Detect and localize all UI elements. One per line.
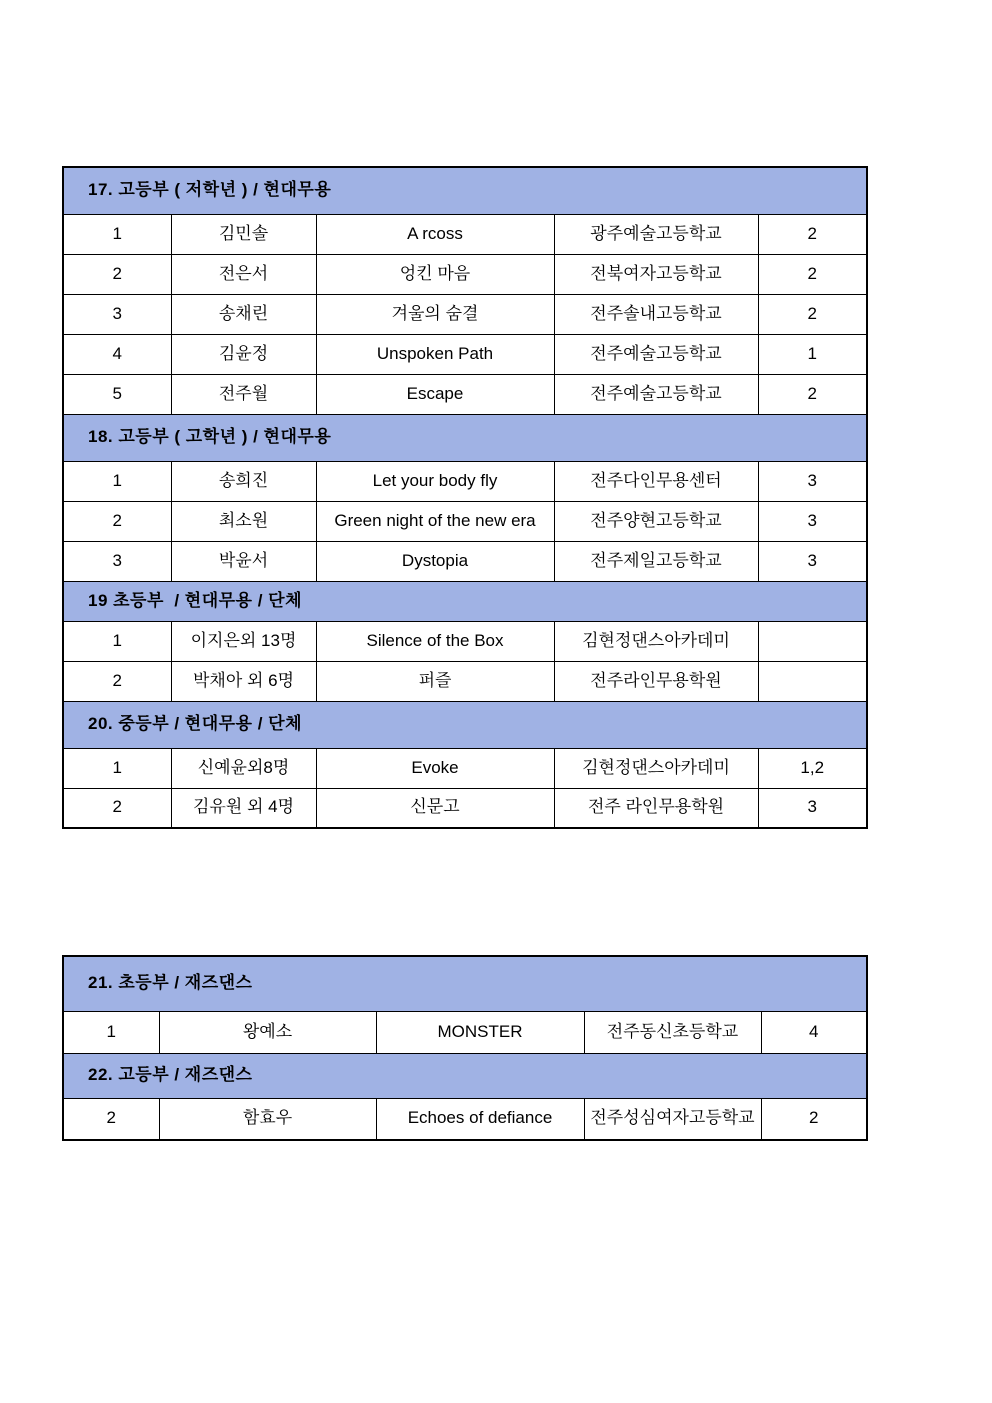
participant-name-cell: 왕예소 xyxy=(159,1011,376,1053)
table-row xyxy=(63,461,867,501)
table-body xyxy=(63,167,867,828)
school-cell: 전주예술고등학교 xyxy=(554,334,758,374)
section-title: 22. 고등부 / 재즈댄스 xyxy=(63,1053,867,1098)
school-cell: 전주라인무용학원 xyxy=(554,661,758,701)
table-row xyxy=(63,788,867,828)
grade-cell xyxy=(758,661,867,701)
table-row xyxy=(63,374,867,414)
grade-cell: 1 xyxy=(758,334,867,374)
table-row xyxy=(63,661,867,701)
section-header-row xyxy=(63,701,867,748)
table-row xyxy=(63,334,867,374)
entry-number-cell: 1 xyxy=(63,214,171,254)
school-cell: 김현정댄스아카데미 xyxy=(554,621,758,661)
piece-title-cell: 겨울의 숨결 xyxy=(316,294,554,334)
entry-number-cell: 4 xyxy=(63,334,171,374)
piece-title-cell: Dystopia xyxy=(316,541,554,581)
piece-title-cell: Silence of the Box xyxy=(316,621,554,661)
school-cell: 전주다인무용센터 xyxy=(554,461,758,501)
table-row xyxy=(63,1011,867,1053)
grade-cell: 2 xyxy=(758,254,867,294)
piece-title-cell: 신문고 xyxy=(316,788,554,828)
table-row xyxy=(63,294,867,334)
piece-title-cell: Unspoken Path xyxy=(316,334,554,374)
grade-cell: 2 xyxy=(758,214,867,254)
piece-title-cell: 엉킨 마음 xyxy=(316,254,554,294)
entry-number-cell: 2 xyxy=(63,501,171,541)
program-table-modern-dance xyxy=(62,166,868,829)
table-row xyxy=(63,214,867,254)
entry-number-cell: 2 xyxy=(63,1098,159,1140)
entry-number-cell: 2 xyxy=(63,788,171,828)
participant-name-cell: 함효우 xyxy=(159,1098,376,1140)
participant-name-cell: 신예윤외8명 xyxy=(171,748,316,788)
table-row xyxy=(63,621,867,661)
grade-cell: 1,2 xyxy=(758,748,867,788)
participant-name-cell: 이지은외 13명 xyxy=(171,621,316,661)
piece-title-cell: Evoke xyxy=(316,748,554,788)
section-header-row xyxy=(63,581,867,621)
piece-title-cell: Green night of the new era xyxy=(316,501,554,541)
section-title: 20. 중등부 / 현대무용 / 단체 xyxy=(63,701,867,748)
table-row xyxy=(63,748,867,788)
section-header-row xyxy=(63,1053,867,1098)
participant-name-cell: 김윤정 xyxy=(171,334,316,374)
grade-cell: 2 xyxy=(758,294,867,334)
section-title: 17. 고등부 ( 저학년 ) / 현대무용 xyxy=(63,167,867,214)
piece-title-cell: MONSTER xyxy=(376,1011,584,1053)
grade-cell xyxy=(758,621,867,661)
school-cell: 전주 라인무용학원 xyxy=(554,788,758,828)
school-cell: 전주양현고등학교 xyxy=(554,501,758,541)
table-body xyxy=(63,956,867,1140)
entry-number-cell: 3 xyxy=(63,541,171,581)
participant-name-cell: 송희진 xyxy=(171,461,316,501)
grade-cell: 4 xyxy=(761,1011,867,1053)
school-cell: 김현정댄스아카데미 xyxy=(554,748,758,788)
school-cell: 전주제일고등학교 xyxy=(554,541,758,581)
school-cell: 전주솔내고등학교 xyxy=(554,294,758,334)
participant-name-cell: 박채아 외 6명 xyxy=(171,661,316,701)
section-header-row xyxy=(63,167,867,214)
participant-name-cell: 전주월 xyxy=(171,374,316,414)
school-cell: 전북여자고등학교 xyxy=(554,254,758,294)
participant-name-cell: 김민솔 xyxy=(171,214,316,254)
participant-name-cell: 전은서 xyxy=(171,254,316,294)
school-cell: 전주예술고등학교 xyxy=(554,374,758,414)
table-row xyxy=(63,501,867,541)
participant-name-cell: 최소원 xyxy=(171,501,316,541)
section-header-row xyxy=(63,956,867,1011)
participant-name-cell: 송채린 xyxy=(171,294,316,334)
section-title: 18. 고등부 ( 고학년 ) / 현대무용 xyxy=(63,414,867,461)
piece-title-cell: Echoes of defiance xyxy=(376,1098,584,1140)
entry-number-cell: 1 xyxy=(63,1011,159,1053)
entry-number-cell: 3 xyxy=(63,294,171,334)
participant-name-cell: 박윤서 xyxy=(171,541,316,581)
program-table-jazz-dance xyxy=(62,955,868,1141)
grade-cell: 3 xyxy=(758,501,867,541)
piece-title-cell: Let your body fly xyxy=(316,461,554,501)
school-cell: 전주성심여자고등학교 xyxy=(584,1098,761,1140)
entry-number-cell: 2 xyxy=(63,254,171,294)
table-row xyxy=(63,541,867,581)
entry-number-cell: 2 xyxy=(63,661,171,701)
grade-cell: 3 xyxy=(758,461,867,501)
grade-cell: 2 xyxy=(761,1098,867,1140)
participant-name-cell: 김유원 외 4명 xyxy=(171,788,316,828)
grade-cell: 3 xyxy=(758,541,867,581)
grade-cell: 3 xyxy=(758,788,867,828)
section-title: 21. 초등부 / 재즈댄스 xyxy=(63,956,867,1011)
school-cell: 전주동신초등학교 xyxy=(584,1011,761,1053)
grade-cell: 2 xyxy=(758,374,867,414)
entry-number-cell: 1 xyxy=(63,748,171,788)
table-row xyxy=(63,1098,867,1140)
entry-number-cell: 1 xyxy=(63,461,171,501)
section-header-row xyxy=(63,414,867,461)
school-cell: 광주예술고등학교 xyxy=(554,214,758,254)
entry-number-cell: 1 xyxy=(63,621,171,661)
section-title: 19 초등부 / 현대무용 / 단체 xyxy=(63,581,867,621)
table-row xyxy=(63,254,867,294)
entry-number-cell: 5 xyxy=(63,374,171,414)
piece-title-cell: A rcoss xyxy=(316,214,554,254)
piece-title-cell: 퍼즐 xyxy=(316,661,554,701)
piece-title-cell: Escape xyxy=(316,374,554,414)
